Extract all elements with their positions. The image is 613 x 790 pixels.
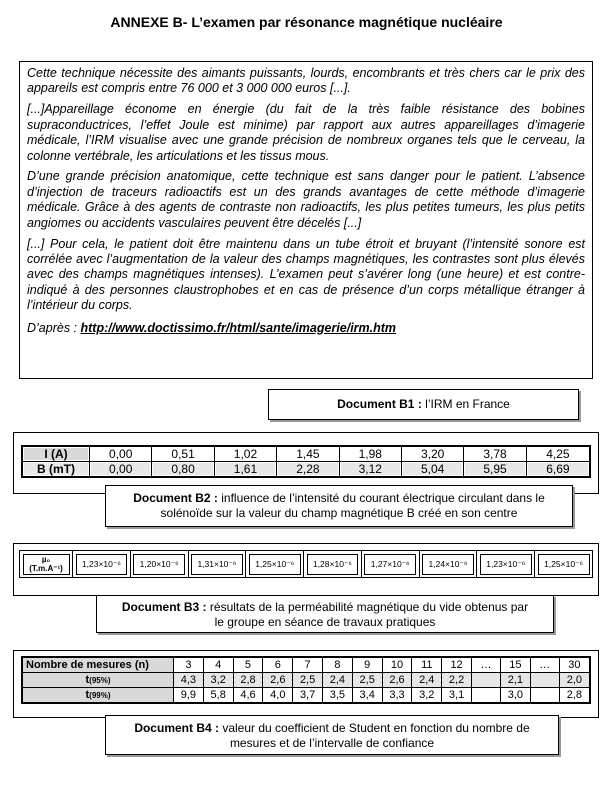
table-b4-t99-label [22, 688, 174, 704]
doc-b3-caption [96, 595, 554, 633]
table-b4-cell: 3,7 [293, 688, 323, 704]
table-b2-cell: 1,61 [214, 462, 276, 478]
doc-b3-text-2: le groupe en séance de travaux pratiques [214, 615, 436, 629]
table-b4-row-t99 [22, 688, 590, 704]
source-line [27, 321, 585, 336]
table-b2-cell: 6,69 [526, 462, 590, 478]
table-b3-cell: 1,31×10⁻⁶ [188, 551, 246, 578]
table-b3-cell: 1,25×10⁻⁶ [246, 551, 304, 578]
table-b4-cell: 4 [203, 657, 233, 673]
table-b2-cell: 1,02 [214, 446, 276, 462]
page-title: ANNEXE B- L’examen par résonance magnétique nucléaire [110, 14, 503, 30]
table-b4-cell: 7 [293, 657, 323, 673]
table-b3-cell: 1,28×10⁻⁶ [304, 551, 362, 578]
table-b3-cell: 1,24×10⁻⁶ [419, 551, 477, 578]
table-b4-cell: 3,1 [442, 688, 472, 704]
doc-b2-caption [105, 485, 573, 527]
table-b2-cell: 0,51 [152, 446, 214, 462]
source-prefix: D’après : [27, 320, 81, 335]
table-b4-cell: 10 [382, 657, 412, 673]
table-b4-cell: 2,6 [263, 673, 293, 688]
table-b4-cell: 3,4 [352, 688, 382, 704]
table-b4-cell [530, 673, 559, 688]
table-b2-cell: 1,98 [339, 446, 401, 462]
source-link[interactable]: http://www.doctissimo.fr/html/sante/imagerie/irm.htm [80, 320, 397, 335]
table-b4-cell: 2,2 [442, 673, 472, 688]
table-b4-cell: 3,2 [203, 673, 233, 688]
table-b4-cell: 4,6 [233, 688, 263, 704]
table-b4-cell: 3 [174, 657, 204, 673]
table-b2-cell: 5,95 [464, 462, 526, 478]
table-b2 [21, 445, 591, 478]
doc-b4-label: Document B4 : [134, 721, 219, 735]
table-b4-cell: 9,9 [174, 688, 204, 704]
doc-b4-text-1: valeur du coefficient de Student en fonction du nombre de [219, 721, 530, 735]
t99-subscript: (99%) [89, 691, 111, 700]
table-b4-cell: 4,3 [174, 673, 204, 688]
t95-subscript: (95%) [89, 676, 111, 685]
table-b2-b-label: B (mT) [22, 462, 90, 478]
doc-b3-label: Document B3 : [121, 600, 207, 614]
table-b4-cell: 2,5 [352, 673, 382, 688]
table-b4-cell: … [530, 657, 559, 673]
table-b2-cell: 0,80 [152, 462, 214, 478]
t99-symbol: t [85, 689, 90, 701]
table-b4-t95-label [22, 673, 174, 688]
table-b4-cell: 2,4 [322, 673, 352, 688]
table-b4-cell [530, 688, 559, 704]
table-b3-cell: 1,23×10⁻⁶ [73, 551, 131, 578]
document-b1-text [19, 61, 593, 379]
table-b4-cell: 6 [263, 657, 293, 673]
table-b3 [19, 550, 593, 578]
table-b2-cell: 1,45 [277, 446, 339, 462]
table-b2-cell: 0,00 [90, 462, 152, 478]
paragraph-3: D’une grande précision anatomique, cette technique est sans danger pour le patient. L’absence d’injection de traceurs radioactifs est un des grands avantages de cette méthode d’imagerie médicale. Grâce à des agents de contraste non radioactifs, les plus petites tumeurs, les plus petits angiomes ou accidents vasculaires peuvent être décelés [...] [27, 169, 585, 230]
table-b3-cell: 1,20×10⁻⁶ [130, 551, 188, 578]
doc-b4-caption [105, 715, 559, 755]
table-b4-cell: 11 [412, 657, 442, 673]
doc-b2-label: Document B2 : [133, 491, 218, 505]
table-b4-cell: 2,8 [559, 688, 590, 704]
table-b4-cell [471, 688, 500, 704]
table-b4-cell: 3,2 [412, 688, 442, 704]
table-b2-cell: 2,28 [277, 462, 339, 478]
doc-b1-text: l’IRM en France [421, 397, 510, 411]
table-b4-cell: 3,0 [500, 688, 530, 704]
table-b4-cell: 5 [233, 657, 263, 673]
table-b4-cell: 2,0 [559, 673, 590, 688]
table-b4-cell: 12 [442, 657, 472, 673]
table-b2-cell: 5,04 [401, 462, 463, 478]
table-b3-header-unit: (T.m.A⁻¹) [29, 564, 63, 573]
table-b4-row-n [22, 657, 590, 673]
table-b4-cell: 2,1 [500, 673, 530, 688]
table-b2-cell: 3,78 [464, 446, 526, 462]
table-b4-cell [471, 673, 500, 688]
paragraph-4: [...] Pour cela, le patient doit être maintenu dans un tube étroit et bruyant (l’intensité sonore est corrélée avec l’augmentation de la valeur des champs magnétiques, les contrastes sont plus élevés avec des champs magnétiques intenses). L’examen peut s’avérer long (une heure) et est contre-indiqué à des personnes claustrophobes et en cas de présence d’un corps métallique étranger à l’intérieur du corps. [27, 236, 585, 313]
doc-b4-text-2: mesures et de l’intervalle de confiance [229, 736, 435, 750]
table-b4-cell: 8 [322, 657, 352, 673]
paragraph-1: Cette technique nécessite des aimants puissants, lourds, encombrants et très chers car le prix des appareils est compris entre 76 000 et 3 000 000 euros [...]. [27, 66, 585, 96]
table-b3-cell: 1,27×10⁻⁶ [361, 551, 419, 578]
table-b3-cell: 1,23×10⁻⁶ [477, 551, 535, 578]
table-b3-header-symbol: µ₀ [41, 555, 51, 564]
table-b2-cell: 3,12 [339, 462, 401, 478]
table-b3-cell: 1,25×10⁻⁶ [535, 551, 593, 578]
table-b4-cell: 3,3 [382, 688, 412, 704]
table-b2-cell: 4,25 [526, 446, 590, 462]
doc-b2-text-1: influence de l’intensité du courant électrique circulant dans le [217, 491, 545, 505]
doc-b3-text-1: résultats de la perméabilité magnétique du vide obtenus par [206, 600, 529, 614]
table-b2-i-label: I (A) [22, 446, 90, 462]
table-b2-cell: 0,00 [90, 446, 152, 462]
doc-b1-label: Document B1 : [337, 397, 422, 411]
table-b4-cell: 30 [559, 657, 590, 673]
table-b4-cell: 4,0 [263, 688, 293, 704]
table-b4-cell: 9 [352, 657, 382, 673]
table-b4-n-label: Nombre de mesures (n) [22, 657, 174, 673]
table-b2-row-b [22, 462, 590, 478]
table-b4-cell: 3,5 [322, 688, 352, 704]
table-b4-cell: 2,5 [293, 673, 323, 688]
table-b4-cell: 2,6 [382, 673, 412, 688]
table-b3-header [20, 551, 73, 578]
table-b4-row-t95 [22, 673, 590, 688]
table-b2-cell: 3,20 [401, 446, 463, 462]
table-b4-cell: 15 [500, 657, 530, 673]
table-b2-row-i [22, 446, 590, 462]
table-b4 [21, 656, 591, 704]
table-b3-row [20, 551, 593, 578]
doc-b2-text-2: solénoïde sur la valeur du champ magnétique B créé en son centre [160, 506, 518, 520]
doc-b1-caption [268, 389, 579, 420]
table-b4-cell: 2,4 [412, 673, 442, 688]
paragraph-2: [...]Appareillage économe en énergie (du fait de la très faible résistance des bobines supraconductrices, l’effet Joule est minime) par rapport aux autres appareillages d’imagerie médicale, l’IRM visualise avec une grande précision de nombreux organes tels que le cerveau, la colonne vertébrale, les articulations et les tissus mous. [27, 102, 585, 163]
t95-symbol: t [85, 674, 90, 686]
table-b4-cell: 5,8 [203, 688, 233, 704]
table-b4-cell: 2,8 [233, 673, 263, 688]
table-b4-cell: … [471, 657, 500, 673]
